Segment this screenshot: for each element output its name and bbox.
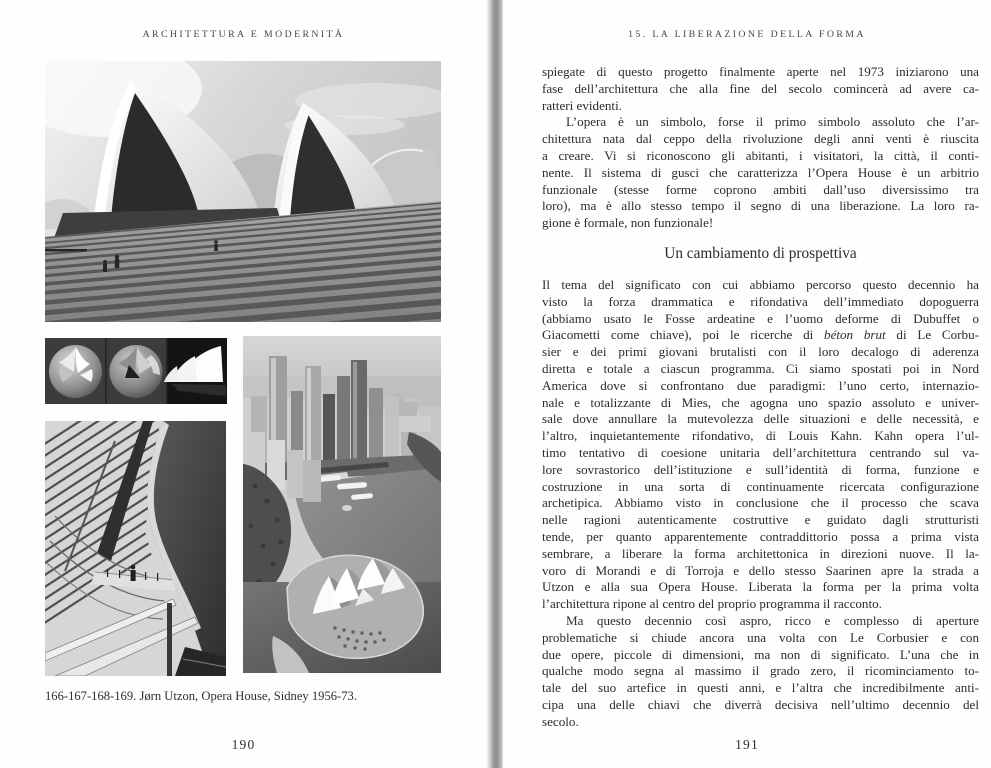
- text-line: diretta e totale a ciascun programma. Ci siamo spostati poi in Nord: [542, 360, 979, 376]
- text-line: loro), ma è allo stesso tempo il segno di una liberazione. La loro ra-: [542, 198, 979, 214]
- text-line: tende, per quanto apparentemente contraddittorio possa a prima vista: [542, 528, 979, 544]
- text-line: L’opera è un simbolo, forse il primo simbolo assoluto che l’ar-: [566, 114, 979, 130]
- photo-concourse-louvre-detail: [45, 421, 226, 676]
- right-running-head: 15. LA LIBERAZIONE DELLA FORMA: [628, 29, 866, 40]
- text-line: l’altro, inquietantemente rifondativo, di Louis Kahn. Kahn opera l’ul-: [542, 428, 979, 444]
- text-line: nelle ragioni autenticamente costruttive e guidato dagli strutturisti: [542, 512, 979, 528]
- text-line: Ma questo decennio così aspro, ricco e complesso di aperture: [566, 612, 979, 628]
- white-sails-silhouette: [164, 338, 227, 404]
- text-line: problematiche si chiude ancora una volta con Le Corbusier e con: [542, 629, 979, 645]
- text-line: Giacometti come chiave), poi le ricerche di béton brut di Le Corbu-: [542, 327, 979, 343]
- text-line: cipa una delle chiavi che diverrà decisiva nell’ultimo decennio del: [542, 696, 979, 712]
- left-page: [0, 0, 487, 768]
- text-line: Il tema del significato con cui abbiamo percorso questo decennio ha: [542, 276, 979, 292]
- text-line: due opere, piccole di dimensioni, ma non di significato. L’una che in: [542, 646, 979, 662]
- text-line: sale dove annullare la mutevolezza delle situazioni e delle necessità, e: [542, 411, 979, 427]
- left-page-number: 190: [231, 737, 256, 752]
- section-heading: Un cambiamento di prospettiva: [664, 244, 857, 262]
- photo-aerial-sydney-opera-house: [243, 336, 441, 673]
- text-line: nale e totalizzante di Mies, che agogna uno spazio assoluto e univer-: [542, 394, 979, 410]
- text-line: visto la forza drammatica e rifondativa dell’immediato dopoguerra: [542, 293, 979, 309]
- sphere-model-2: [110, 345, 163, 398]
- text-line: funzionale (stesse forme coprono ambiti dall’uso diversissimo tra: [542, 181, 979, 197]
- text-line: nente. Il sistema di gusci che caratterizza l’Opera House è un arbitrio: [542, 164, 979, 180]
- text-line: spiegate di questo progetto finalmente aperte nel 1973 iniziarono una: [542, 64, 979, 79]
- text-line: timo tentativo di coesione unitaria dell’architettura centrando sul va-: [542, 444, 979, 460]
- text-line: sembrare, a liberare la forma architettonica in direzioni nuove. Il la-: [542, 545, 979, 561]
- text-line: sier e dei primi giovani brutalisti con il loro decalogo di aderenza: [542, 344, 979, 360]
- photo-opera-house-shells-and-steps: [45, 61, 441, 322]
- text-line: costruzione in una sorta di continuamente ricercata configurazione: [542, 478, 979, 494]
- sphere-model-1: [49, 345, 102, 398]
- text-line: Utzon e alla sua Opera House. Liberata la forma per la prima volta: [542, 579, 979, 595]
- figure-caption: 166-167-168-169. Jørn Utzon, Opera House, Sidney 1956-73.: [45, 689, 357, 703]
- right-page-number: 191: [735, 737, 759, 752]
- text-line: a creare. Vi si riconoscono gli abitanti, i visitatori, la città, il conti-: [542, 147, 979, 163]
- text-line: lore sovrastorico dell’istituzione e sull’identità di forma, funzione e: [542, 461, 979, 477]
- figure-strip-sphere-models-and-silhouette: [45, 338, 227, 404]
- text-column: [542, 64, 979, 730]
- text-line: voro di Morandi e di Torroja e dello stesso Saarinen apre la strada a: [542, 562, 979, 578]
- text-line: secolo.: [542, 713, 579, 729]
- right-page: [503, 0, 991, 768]
- text-line: ratteri evidenti.: [542, 97, 622, 113]
- text-line: fase dell’architettura che alla fine del secolo comincerà ad avere ca-: [542, 80, 979, 96]
- text-line: gione è formale, non funzionale!: [542, 215, 714, 231]
- text-line: chitettura nata dal ceppo della rivoluzione degli anni venti è riuscita: [542, 131, 979, 147]
- text-line: archetipica. Abbiamo visto in conclusione che il processo che scava: [542, 495, 979, 511]
- text-line: America dove si confrontano due paradigmi: l’uno certo, internazio-: [542, 377, 979, 393]
- text-line: qualche modo segna al massimo il grado zero, il ricominciamento to-: [542, 663, 979, 679]
- text-line: tale del suo artefice in questi anni, e l’altra che incredibilmente anti-: [542, 680, 979, 696]
- text-line: l’architettura ripone al centro del proprio programma il racconto.: [542, 596, 882, 612]
- left-running-head: ARCHITETTURA E MODERNITÀ: [142, 29, 345, 40]
- text-line: (abbiamo usato le Fosse ardeatine e l’uomo deforme di Dubuffet o: [542, 310, 979, 326]
